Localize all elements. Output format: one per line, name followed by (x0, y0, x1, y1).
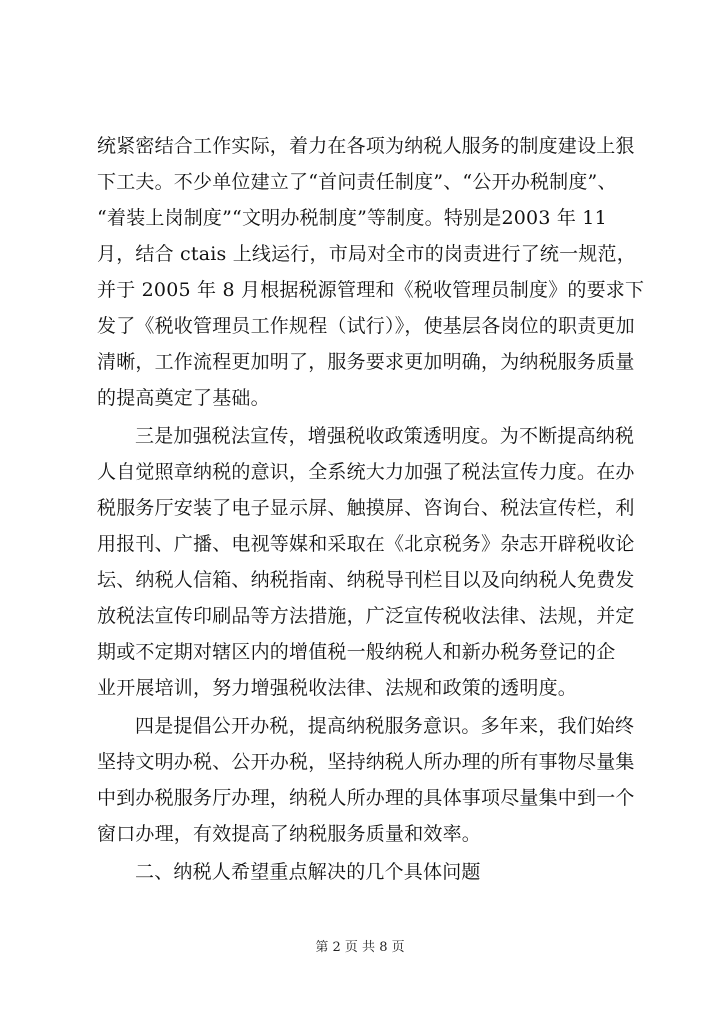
text-line: 坚持文明办税、公开办税，坚持纳税人所办理的所有事物尽量集 (97, 751, 635, 773)
paragraph-heading-line: 三是加强税法宣传，增强税收政策透明度。为不断提高纳税 (135, 425, 635, 447)
text-line: 发了《税收管理员工作规程（试行）》，使基层各岗位的职责更加 (97, 315, 635, 337)
text-line: 下工夫。不少单位建立了“首问责任制度”、“公开办税制度”、 (97, 171, 617, 193)
text-line: 放税法宣传印刷品等方法措施，广泛宣传税收法律、法规，并定 (97, 605, 635, 627)
text-line: 用报刊、广播、电视等媒和采取在《北京税务》杂志开辟税收论 (97, 533, 635, 555)
page-footer: 第 2 页 共 8 页 (315, 940, 405, 955)
text-line: 清晰，工作流程更加明了，服务要求更加明确，为纳税服务质量 (97, 351, 635, 373)
text-line: 的提高奠定了基础。 (97, 387, 270, 409)
text-line: 中到办税服务厅办理，纳税人所办理的具体事项尽量集中到一个 (97, 787, 635, 809)
paragraph-heading-line: 四是提倡公开办税，提高纳税服务意识。多年来，我们始终 (135, 715, 635, 737)
text-line: 人自觉照章纳税的意识，全系统大力加强了税法宣传力度。在办 (97, 461, 635, 483)
text-line: 税服务厅安装了电子显示屏、触摸屏、咨询台、税法宣传栏，利 (97, 497, 635, 519)
text-line: “着装上岗制度”“文明办税制度”等制度。特别是2003 年 11 (97, 207, 607, 229)
text-line: 并于 2005 年 8 月根据税源管理和《税收管理员制度》的要求下 (97, 279, 645, 301)
text-line: 窗口办理，有效提高了纳税服务质量和效率。 (97, 823, 482, 845)
text-line: 业开展培训，努力增强税收法律、法规和政策的透明度。 (97, 677, 578, 699)
section-heading: 二、纳税人希望重点解决的几个具体问题 (135, 861, 481, 883)
text-line: 统紧密结合工作实际，着力在各项为纳税人服务的制度建设上狠 (97, 135, 635, 157)
text-line: 月，结合 ctais 上线运行，市局对全市的岗责进行了统一规范， (97, 243, 636, 265)
text-line: 期或不定期对辖区内的增值税一般纳税人和新办税务登记的企 (97, 641, 616, 663)
text-line: 坛、纳税人信箱、纳税指南、纳税导刊栏目以及向纳税人免费发 (97, 569, 635, 591)
